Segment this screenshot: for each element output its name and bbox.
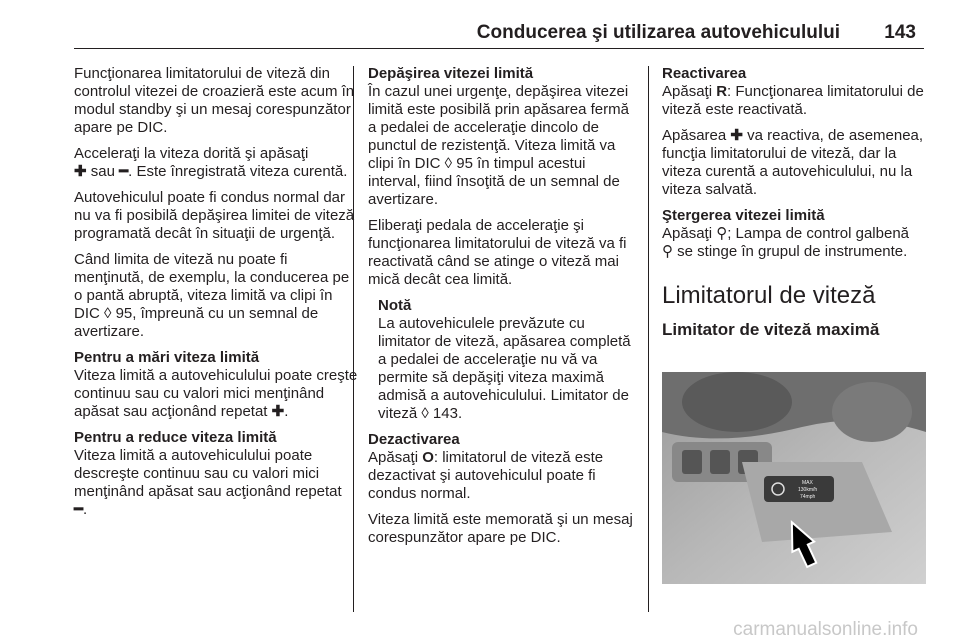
paragraph: În cazul unei urgenţe, depăşirea vitezei limită este posibilă prin apăsarea fermă a pedalei de acceleraţie dincolo de punctul de rezistenţă. Viteza limită va clipi în DIC ◊ 95 în timpul acestui interval, fiind însoţită de un semnal de avertizare. bbox=[368, 83, 629, 208]
dashboard-photo bbox=[662, 372, 926, 584]
off-button-icon: O bbox=[422, 449, 434, 466]
header-title: Conducerea şi utilizarea autovehiculului bbox=[476, 22, 840, 43]
plus-icon: ✚ bbox=[271, 403, 285, 420]
header-rule bbox=[74, 48, 924, 49]
watermark: carmanualsonline.info bbox=[733, 619, 918, 640]
speed-limiter-icon: ⚲ bbox=[716, 225, 728, 242]
section-heading: Pentru a mări viteza limită bbox=[74, 349, 260, 366]
page-number: 143 bbox=[884, 22, 916, 43]
section-heading: Pentru a reduce viteza limită bbox=[74, 429, 277, 446]
paragraph: Viteza limită a autovehiculului poate descreşte continuu sau cu valori mici menţinând apăsat sau acţionând repetat ━. bbox=[74, 447, 342, 518]
paragraph: Când limita de viteză nu poate fi menţinută, de exemplu, la conducerea pe o pantă abruptă, viteza limită va clipi în DIC ◊ 95, împreună cu un semnal de avertizare. bbox=[74, 251, 350, 340]
section-title: Limitatorul de viteză bbox=[662, 282, 876, 309]
paragraph: Eliberaţi pedala de acceleraţie şi funcţionarea limitatorului de viteză va fi reactivată când se atinge o viteză mai mică decât cea limită. bbox=[368, 217, 627, 288]
section-heading: Reactivarea bbox=[662, 65, 747, 82]
paragraph: Apăsaţi ⚲; Lampa de control galbenă ⚲ se stinge în grupul de instrumente. bbox=[662, 225, 909, 260]
column-1 bbox=[74, 65, 359, 527]
column-3 bbox=[662, 65, 924, 349]
paragraph: Viteza limită este memorată şi un mesaj corespunzător apare pe DIC. bbox=[368, 511, 633, 546]
minus-icon: ━ bbox=[119, 163, 129, 180]
resume-icon: R bbox=[716, 83, 728, 100]
paragraph: Apăsaţi O: limitatorul de viteză este dezactivat şi autovehiculul poate fi condus normal. bbox=[368, 449, 604, 502]
section-heading: Depăşirea vitezei limită bbox=[368, 65, 534, 82]
column-2 bbox=[368, 65, 638, 555]
section-heading: Ştergerea vitezei limită bbox=[662, 207, 825, 224]
button-label-mph: 74mph bbox=[800, 494, 816, 500]
paragraph: Acceleraţi la viteza dorită şi apăsaţi ✚ sau ━. Este înregistrată viteza curentă. bbox=[74, 145, 348, 180]
paragraph: Funcţionarea limitatorului de viteză din controlul vitezei de croazieră este acum în modul standby şi un mesaj corespunzător apare pe DIC. bbox=[74, 65, 355, 136]
paragraph: Autovehiculul poate fi condus normal dar nu va fi posibilă depăşirea limitei de viteză programată decât în situaţii de urgenţă. bbox=[74, 189, 355, 242]
note-text: La autovehiculele prevăzute cu limitator de viteză, apăsarea completă a pedalei de acceleraţie nu vă va permite să depăşiţi viteza maximă admisă a autovehiculului. Limitator de viteză ◊ 143. bbox=[378, 315, 631, 422]
speed-limiter-icon: ⚲ bbox=[662, 243, 673, 260]
button-label-kmh: 130km/h bbox=[798, 487, 818, 493]
subsection-title: Limitator de viteză maximă bbox=[662, 320, 880, 339]
note-title: Notă bbox=[378, 297, 412, 314]
button-label-max: MAX bbox=[802, 480, 813, 486]
plus-icon: ✚ bbox=[74, 163, 87, 180]
section-heading: Dezactivarea bbox=[368, 431, 460, 448]
paragraph: Viteza limită a autovehiculului poate creşte continuu sau cu valori mici menţinând apăsat sau acţionând repetat ✚. bbox=[74, 367, 358, 420]
paragraph: Apăsaţi R: Funcţionarea limitatorului de viteză este reactivată. bbox=[662, 83, 924, 118]
column-divider-2 bbox=[648, 66, 649, 612]
plus-icon: ✚ bbox=[730, 127, 743, 144]
minus-icon: ━ bbox=[74, 501, 84, 518]
paragraph: Apăsarea ✚ va reactiva, de asemenea, funcţia limitatorului de viteză, dar la viteza curentă a autovehiculului, nu la viteza salvată. bbox=[662, 127, 924, 198]
note bbox=[378, 297, 638, 423]
